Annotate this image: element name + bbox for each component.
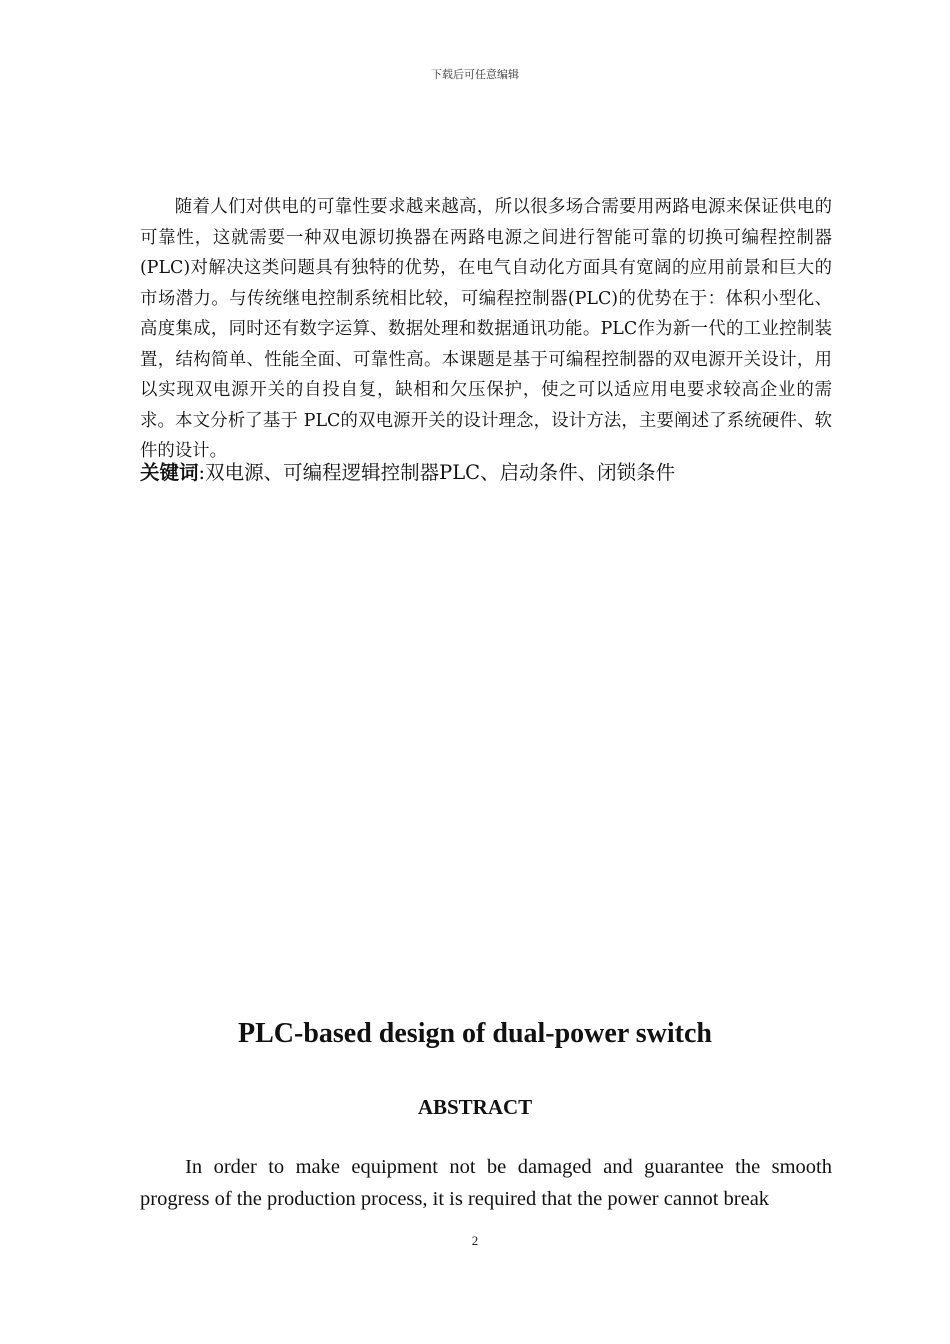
english-title: PLC-based design of dual-power switch <box>238 1018 712 1049</box>
keywords-separator: : <box>198 461 206 484</box>
abstract-heading: ABSTRACT <box>417 1095 533 1119</box>
english-abstract-paragraph: In order to make equipment not be damaged and guarantee the smooth progress of the production process, it is required that the power cannot break <box>140 1156 832 1210</box>
keywords-list: 双电源、可编程逻辑控制器PLC、启动条件、闭锁条件 <box>205 461 676 484</box>
keywords-label: 关键词 <box>140 461 199 484</box>
chinese-abstract-paragraph: 随着人们对供电的可靠性要求越来越高，所以很多场合需要用两路电源来保证供电的可靠性，这就需要一种双电源切换器在两路电源之间进行智能可靠的切换可编程控制器(PLC)对解决这类问题具有独特的优势，在电气自动化方面具有宽阔的应用前景和巨大的市场潜力。与传统继电控制系统相比较，可编程控制器(PLC)的优势在于：体积小型化、高度集成，同时还有数字运算、数据处理和数据通讯功能。PLC作为新一代的工业控制装置，结构简单、性能全面、可靠性高。本课题是基于可编程控制器的双电源开关设计，用以实现双电源开关的自投自复，缺相和欠压保护，使之可以适应用电要求较高企业的需求。本文分析了基于 PLC的双电源开关的设计理念，设计方法，主要阐述了系统硬件、软件的设计。 <box>140 197 832 461</box>
page-number: 2 <box>471 1233 479 1248</box>
page-header-note: 下载后可任意编辑 <box>431 68 519 81</box>
chinese-keywords <box>140 458 840 488</box>
